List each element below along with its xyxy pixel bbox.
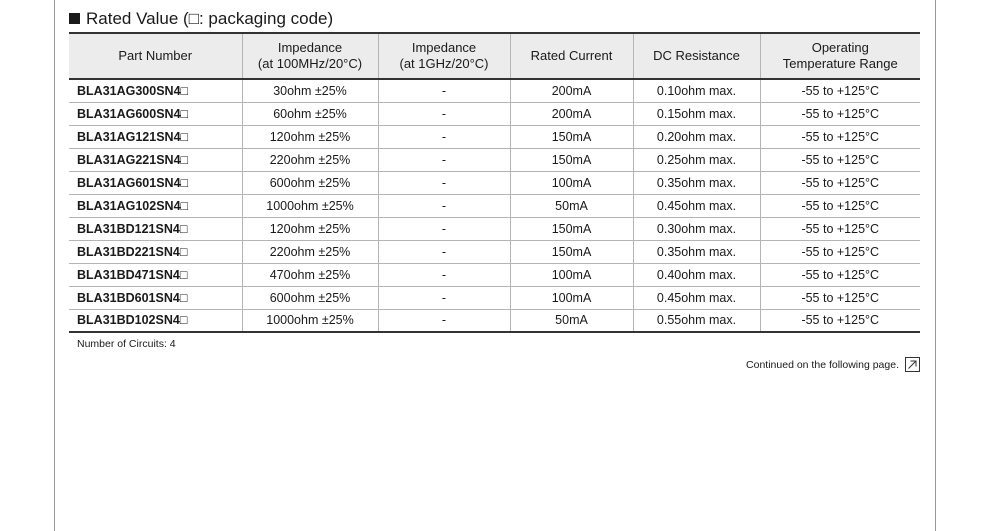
cell-impedance-1ghz: - [378,309,510,332]
cell-impedance-1ghz: - [378,217,510,240]
cell-impedance-1ghz: - [378,171,510,194]
square-bullet-icon [69,13,80,24]
cell-temperature-range: -55 to +125°C [760,217,920,240]
continued-link[interactable] [746,357,920,372]
cell-impedance-1ghz: - [378,148,510,171]
table-row [69,171,920,194]
cell-part-number: BLA31AG121SN4□ [69,125,242,148]
cell-impedance-100mhz: 600ohm ±25% [242,286,378,309]
table-row [69,286,920,309]
cell-impedance-1ghz: - [378,286,510,309]
cell-impedance-100mhz: 220ohm ±25% [242,240,378,263]
cell-part-number: BLA31BD221SN4□ [69,240,242,263]
cell-impedance-100mhz: 600ohm ±25% [242,171,378,194]
header-part-number: Part Number [69,33,242,79]
cell-dc-resistance: 0.20ohm max. [633,125,760,148]
cell-impedance-100mhz: 220ohm ±25% [242,148,378,171]
rated-value-table [69,32,920,333]
table-row [69,309,920,332]
cell-impedance-1ghz: - [378,102,510,125]
table-row [69,240,920,263]
cell-impedance-1ghz: - [378,240,510,263]
cell-part-number: BLA31BD102SN4□ [69,309,242,332]
cell-part-number: BLA31BD121SN4□ [69,217,242,240]
cell-temperature-range: -55 to +125°C [760,148,920,171]
continued-text: Continued on the following page. [746,358,899,371]
table-row [69,148,920,171]
cell-temperature-range: -55 to +125°C [760,102,920,125]
cell-dc-resistance: 0.40ohm max. [633,263,760,286]
cell-rated-current: 200mA [510,102,633,125]
header-rated-current: Rated Current [510,33,633,79]
header-dc-resistance: DC Resistance [633,33,760,79]
table-header-row [69,33,920,79]
cell-impedance-100mhz: 120ohm ±25% [242,217,378,240]
table-row [69,263,920,286]
cell-part-number: BLA31AG601SN4□ [69,171,242,194]
cell-impedance-1ghz: - [378,125,510,148]
cell-dc-resistance: 0.10ohm max. [633,79,760,102]
table-row [69,125,920,148]
section-title-text: Rated Value (□: packaging code) [86,9,334,28]
cell-impedance-100mhz: 120ohm ±25% [242,125,378,148]
arrow-up-right-icon [905,357,920,372]
cell-dc-resistance: 0.35ohm max. [633,240,760,263]
cell-dc-resistance: 0.35ohm max. [633,171,760,194]
cell-impedance-1ghz: - [378,263,510,286]
cell-impedance-100mhz: 470ohm ±25% [242,263,378,286]
cell-dc-resistance: 0.25ohm max. [633,148,760,171]
page-border-right [935,0,936,531]
cell-impedance-100mhz: 60ohm ±25% [242,102,378,125]
cell-part-number: BLA31AG600SN4□ [69,102,242,125]
cell-rated-current: 50mA [510,194,633,217]
cell-temperature-range: -55 to +125°C [760,171,920,194]
cell-dc-resistance: 0.30ohm max. [633,217,760,240]
cell-temperature-range: -55 to +125°C [760,309,920,332]
table-row [69,217,920,240]
table-row [69,79,920,102]
header-impedance-1ghz: Impedance (at 1GHz/20°C) [378,33,510,79]
cell-temperature-range: -55 to +125°C [760,240,920,263]
cell-rated-current: 100mA [510,171,633,194]
cell-rated-current: 100mA [510,263,633,286]
cell-rated-current: 150mA [510,148,633,171]
table-body [69,79,920,332]
cell-impedance-1ghz: - [378,194,510,217]
cell-rated-current: 200mA [510,79,633,102]
table-row [69,194,920,217]
cell-part-number: BLA31BD601SN4□ [69,286,242,309]
header-operating-temperature: Operating Temperature Range [760,33,920,79]
cell-rated-current: 100mA [510,286,633,309]
header-impedance-100mhz: Impedance (at 100MHz/20°C) [242,33,378,79]
section-title [69,9,333,29]
circuits-note: Number of Circuits: 4 [77,338,176,350]
cell-impedance-1ghz: - [378,79,510,102]
cell-part-number: BLA31AG300SN4□ [69,79,242,102]
cell-dc-resistance: 0.55ohm max. [633,309,760,332]
page-border-left [54,0,55,531]
cell-temperature-range: -55 to +125°C [760,79,920,102]
cell-dc-resistance: 0.45ohm max. [633,286,760,309]
cell-part-number: BLA31AG221SN4□ [69,148,242,171]
cell-impedance-100mhz: 1000ohm ±25% [242,309,378,332]
cell-dc-resistance: 0.15ohm max. [633,102,760,125]
cell-part-number: BLA31AG102SN4□ [69,194,242,217]
cell-rated-current: 150mA [510,217,633,240]
table-row [69,102,920,125]
cell-temperature-range: -55 to +125°C [760,286,920,309]
cell-temperature-range: -55 to +125°C [760,194,920,217]
cell-dc-resistance: 0.45ohm max. [633,194,760,217]
cell-impedance-100mhz: 30ohm ±25% [242,79,378,102]
cell-part-number: BLA31BD471SN4□ [69,263,242,286]
cell-temperature-range: -55 to +125°C [760,263,920,286]
cell-rated-current: 150mA [510,125,633,148]
cell-rated-current: 150mA [510,240,633,263]
cell-rated-current: 50mA [510,309,633,332]
cell-impedance-100mhz: 1000ohm ±25% [242,194,378,217]
cell-temperature-range: -55 to +125°C [760,125,920,148]
